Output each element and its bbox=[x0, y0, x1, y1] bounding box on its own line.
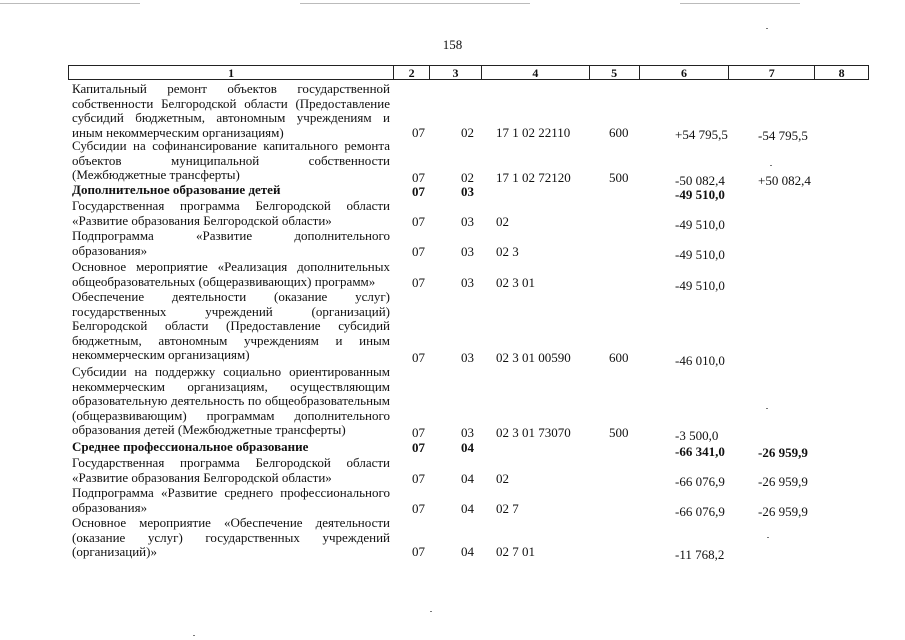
section-code: 07 bbox=[412, 184, 425, 199]
header-col-7: 7 bbox=[729, 66, 815, 79]
target-article-code: 02 3 bbox=[496, 244, 519, 259]
amount-col-7: +50 082,4 bbox=[758, 173, 811, 188]
target-article-code: 02 3 01 bbox=[496, 275, 535, 290]
subsection-code: 03 bbox=[461, 244, 474, 259]
expense-type-code: 600 bbox=[609, 125, 629, 140]
section-code: 07 bbox=[412, 350, 425, 365]
target-article-code: 17 1 02 72120 bbox=[496, 170, 571, 185]
scan-edge-line bbox=[680, 3, 800, 4]
scan-speck bbox=[770, 165, 772, 166]
scan-speck bbox=[193, 635, 195, 636]
row-description: Капитальный ремонт объектов государственной собственности Белгородской области (Предоставление субсидий бюджетным, автономным учреждениям и иным некоммерческим организациям) bbox=[72, 81, 390, 140]
subsection-code: 03 bbox=[461, 214, 474, 229]
scan-speck bbox=[767, 537, 769, 538]
row-description: Подпрограмма «Развитие дополнительного образования» bbox=[72, 228, 390, 258]
header-col-6: 6 bbox=[640, 66, 730, 79]
section-code: 07 bbox=[412, 440, 425, 455]
page-number: 158 bbox=[442, 37, 463, 52]
amount-col-6: -49 510,0 bbox=[675, 247, 725, 262]
target-article-code: 17 1 02 22110 bbox=[496, 125, 571, 140]
amount-col-6: +54 795,5 bbox=[675, 127, 728, 142]
subsection-code: 04 bbox=[461, 544, 474, 559]
row-description: Подпрограмма «Развитие среднего профессионального образования» bbox=[72, 485, 390, 515]
header-col-4: 4 bbox=[482, 66, 590, 79]
row-description: Государственная программа Белгородской области «Развитие образования Белгородской области» bbox=[72, 455, 390, 485]
header-col-2: 2 bbox=[394, 66, 430, 79]
row-description: Субсидии на софинансирование капитального ремонта объектов муниципальной собственности (Межбюджетные трансферты) bbox=[72, 138, 390, 183]
amount-col-6: -49 510,0 bbox=[675, 217, 725, 232]
scan-speck bbox=[766, 28, 768, 29]
subsection-code: 02 bbox=[461, 125, 474, 140]
amount-col-6: -66 076,9 bbox=[675, 474, 725, 489]
row-description: Основное мероприятие «Обеспечение деятельности (оказание услуг) государственных учреждений (организаций)» bbox=[72, 515, 390, 560]
section-code: 07 bbox=[412, 275, 425, 290]
expense-type-code: 500 bbox=[609, 425, 629, 440]
subsection-code: 03 bbox=[461, 425, 474, 440]
section-code: 07 bbox=[412, 244, 425, 259]
amount-col-6: -66 341,0 bbox=[675, 444, 725, 459]
table-header bbox=[68, 65, 869, 80]
section-code: 07 bbox=[412, 125, 425, 140]
subsection-code: 03 bbox=[461, 184, 474, 199]
target-article-code: 02 3 01 73070 bbox=[496, 425, 571, 440]
section-code: 07 bbox=[412, 425, 425, 440]
target-article-code: 02 7 bbox=[496, 501, 519, 516]
row-description: Дополнительное образование детей bbox=[72, 182, 281, 197]
amount-col-6: -66 076,9 bbox=[675, 504, 725, 519]
amount-col-6: -49 510,0 bbox=[675, 187, 725, 202]
amount-col-6: -11 768,2 bbox=[675, 547, 725, 562]
subsection-code: 04 bbox=[461, 471, 474, 486]
subsection-code: 03 bbox=[461, 275, 474, 290]
amount-col-6: -49 510,0 bbox=[675, 278, 725, 293]
subsection-code: 03 bbox=[461, 350, 474, 365]
section-code: 07 bbox=[412, 544, 425, 559]
scan-speck bbox=[766, 408, 768, 409]
target-article-code: 02 3 01 00590 bbox=[496, 350, 571, 365]
expense-type-code: 600 bbox=[609, 350, 629, 365]
subsection-code: 04 bbox=[461, 501, 474, 516]
header-col-5: 5 bbox=[590, 66, 640, 79]
section-code: 07 bbox=[412, 471, 425, 486]
scan-edge-line bbox=[0, 3, 140, 4]
row-description: Среднее профессиональное образование bbox=[72, 439, 309, 454]
row-description: Государственная программа Белгородской области «Развитие образования Белгородской области» bbox=[72, 198, 390, 228]
scan-edge-line bbox=[300, 3, 530, 4]
section-code: 07 bbox=[412, 170, 425, 185]
amount-col-7: -26 959,9 bbox=[758, 504, 808, 519]
section-code: 07 bbox=[412, 214, 425, 229]
target-article-code: 02 bbox=[496, 471, 509, 486]
row-description: Обеспечение деятельности (оказание услуг) государственных учреждений (организаций) Белгородской области (Предоставление субсидий бюджетным, автономным учреждениям и иным некоммерческим организациям) bbox=[72, 289, 390, 363]
amount-col-6: -50 082,4 bbox=[675, 173, 725, 188]
amount-col-7: -26 959,9 bbox=[758, 474, 808, 489]
header-col-1: 1 bbox=[69, 66, 394, 79]
amount-col-6: -46 010,0 bbox=[675, 353, 725, 368]
target-article-code: 02 7 01 bbox=[496, 544, 535, 559]
subsection-code: 02 bbox=[461, 170, 474, 185]
subsection-code: 04 bbox=[461, 440, 474, 455]
header-col-3: 3 bbox=[430, 66, 482, 79]
expense-type-code: 500 bbox=[609, 170, 629, 185]
amount-col-6: -3 500,0 bbox=[675, 428, 719, 443]
amount-col-7: -26 959,9 bbox=[758, 445, 808, 460]
target-article-code: 02 bbox=[496, 214, 509, 229]
amount-col-7: -54 795,5 bbox=[758, 128, 808, 143]
row-description: Основное мероприятие «Реализация дополнительных общеобразовательных (общеразвивающих) программ» bbox=[72, 259, 390, 289]
scan-speck bbox=[430, 611, 432, 612]
row-description: Субсидии на поддержку социально ориентированным некоммерческим организациям, осуществляющим образовательную деятельность по общеобразовательным (общеразвивающим) программам дополнительного образования детей (Межбюджетные трансферты) bbox=[72, 364, 390, 438]
header-col-8: 8 bbox=[838, 66, 845, 80]
section-code: 07 bbox=[412, 501, 425, 516]
